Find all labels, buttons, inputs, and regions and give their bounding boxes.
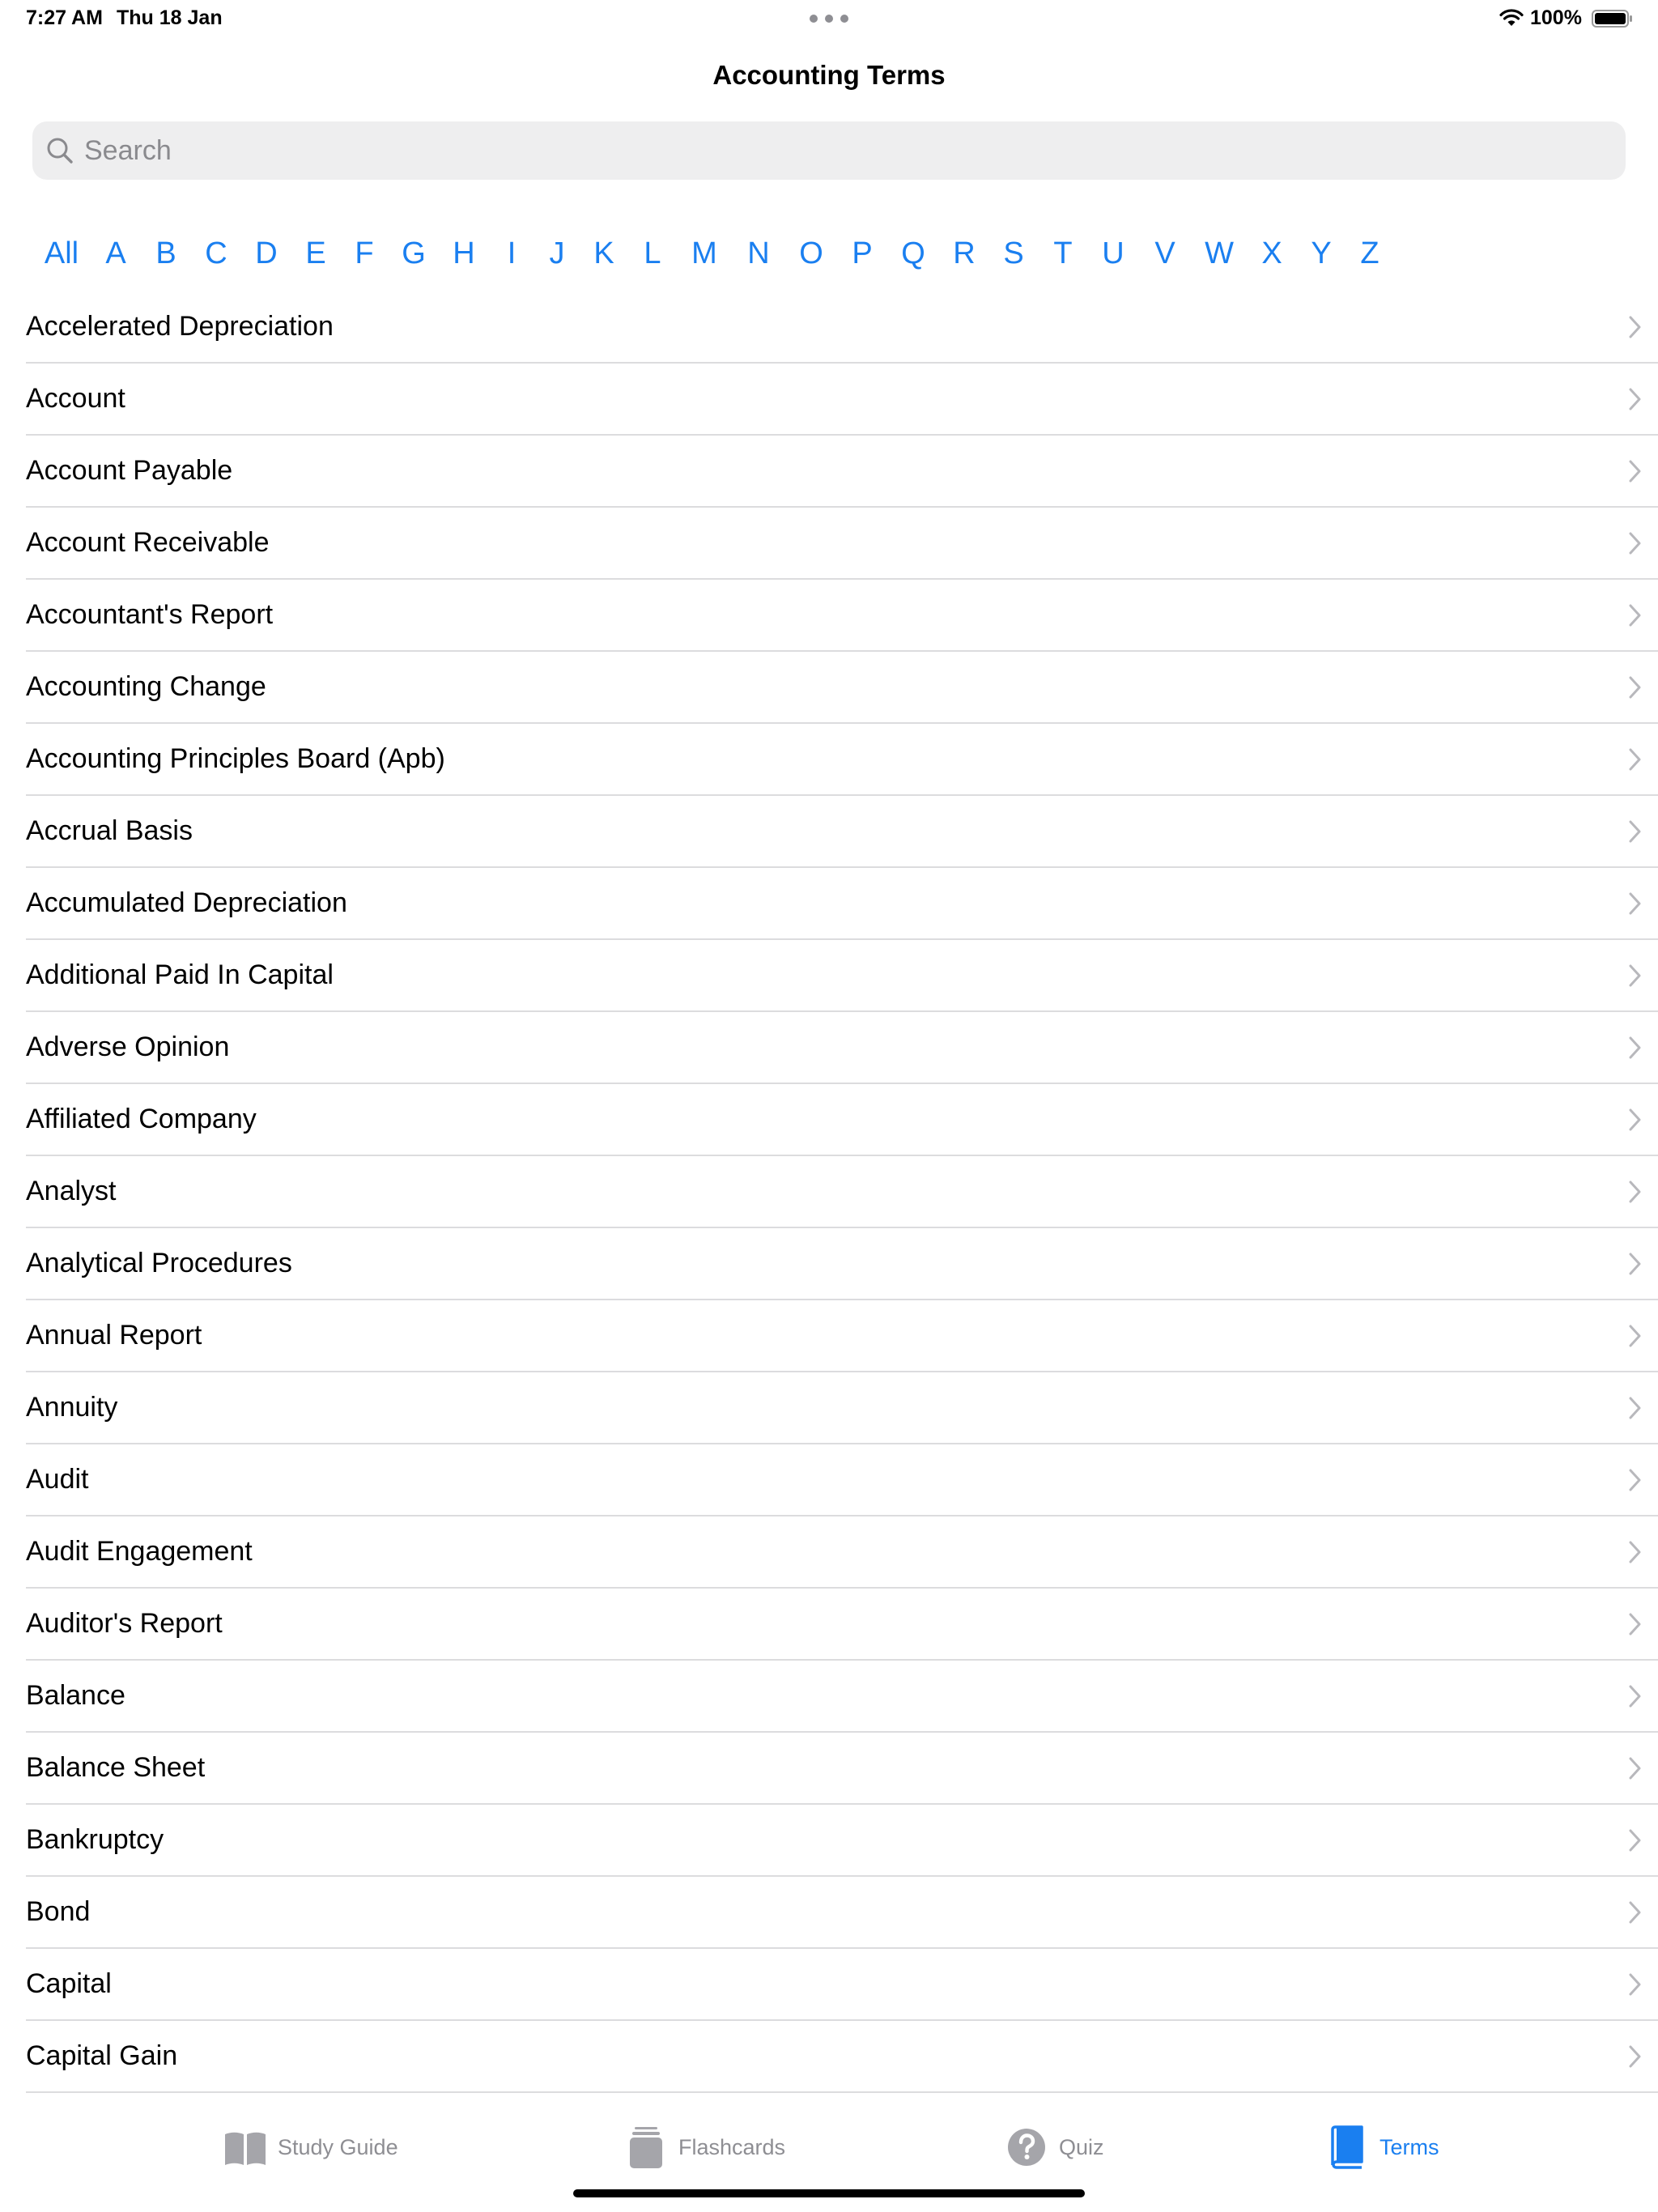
question-circle-icon [1004, 2125, 1049, 2170]
term-row[interactable] [26, 724, 1658, 796]
alphabet-letter[interactable]: U [1102, 236, 1124, 270]
alphabet-letter[interactable]: T [1053, 236, 1073, 270]
term-row[interactable] [26, 1949, 1658, 2021]
tab-label: Quiz [1059, 2134, 1104, 2159]
chevron-right-icon [1629, 1397, 1642, 1419]
term-label: Audit Engagement [26, 1536, 253, 1567]
term-label: Accelerated Depreciation [26, 311, 334, 342]
battery-icon [1592, 10, 1634, 28]
tab-flashcards[interactable] [623, 2123, 785, 2172]
status-bar [0, 0, 1658, 39]
term-label: Account Receivable [26, 527, 270, 558]
alphabet-filter [32, 231, 1394, 276]
term-label: Accounting Change [26, 671, 266, 702]
alphabet-letter[interactable]: G [402, 236, 426, 270]
alphabet-letter[interactable]: Q [901, 236, 925, 270]
alphabet-letter[interactable]: S [1003, 236, 1024, 270]
term-row[interactable] [26, 1733, 1658, 1805]
term-row[interactable] [26, 796, 1658, 868]
chevron-right-icon [1629, 1180, 1642, 1203]
alphabet-letter[interactable]: O [799, 236, 823, 270]
term-row[interactable] [26, 1661, 1658, 1733]
term-label: Additional Paid In Capital [26, 959, 334, 990]
term-row[interactable] [26, 940, 1658, 1012]
term-label: Annual Report [26, 1320, 202, 1351]
term-label: Account Payable [26, 455, 233, 486]
term-label: Accounting Principles Board (Apb) [26, 743, 445, 774]
term-label: Accountant's Report [26, 599, 274, 630]
tab-label: Flashcards [678, 2134, 786, 2159]
chevron-right-icon [1629, 532, 1642, 555]
alphabet-letter[interactable]: J [549, 236, 565, 270]
term-row[interactable] [26, 652, 1658, 724]
term-row[interactable] [26, 580, 1658, 652]
alphabet-letter[interactable]: N [747, 236, 770, 270]
term-row[interactable] [26, 1805, 1658, 1877]
book-closed-icon [1324, 2125, 1370, 2170]
term-row[interactable] [26, 1516, 1658, 1589]
chevron-right-icon [1629, 676, 1642, 699]
tab-study-guide[interactable] [223, 2123, 398, 2172]
alphabet-letter[interactable]: C [205, 236, 227, 270]
chevron-right-icon [1629, 1036, 1642, 1059]
chevron-right-icon [1629, 748, 1642, 771]
chevron-right-icon [1629, 964, 1642, 987]
chevron-right-icon [1629, 1108, 1642, 1131]
term-row[interactable] [26, 1372, 1658, 1444]
alphabet-letter[interactable]: V [1154, 236, 1175, 270]
term-label: Accumulated Depreciation [26, 887, 347, 918]
alphabet-letter[interactable]: F [355, 236, 374, 270]
alphabet-letter[interactable]: D [255, 236, 278, 270]
chevron-right-icon [1629, 1253, 1642, 1275]
alphabet-letter[interactable]: All [44, 236, 79, 270]
alphabet-letter[interactable]: B [155, 236, 176, 270]
term-label: Balance Sheet [26, 1752, 206, 1783]
alphabet-letter[interactable]: M [691, 236, 717, 270]
alphabet-letter[interactable]: Z [1360, 236, 1380, 270]
chevron-right-icon [1629, 1325, 1642, 1347]
chevron-right-icon [1629, 1541, 1642, 1563]
term-label: Audit [26, 1464, 89, 1495]
term-row[interactable] [26, 1300, 1658, 1372]
alphabet-letter[interactable]: X [1261, 236, 1282, 270]
term-label: Bond [26, 1896, 91, 1927]
chevron-right-icon [1629, 460, 1642, 483]
search-icon [45, 136, 74, 165]
chevron-right-icon [1629, 892, 1642, 915]
chevron-right-icon [1629, 1757, 1642, 1780]
home-indicator[interactable] [573, 2189, 1085, 2197]
alphabet-letter[interactable]: A [105, 236, 126, 270]
term-label: Accrual Basis [26, 815, 193, 846]
multitasking-dots-icon[interactable] [810, 15, 848, 24]
alphabet-letter[interactable]: L [644, 236, 661, 270]
chevron-right-icon [1629, 820, 1642, 843]
term-label: Annuity [26, 1392, 118, 1423]
terms-list [26, 291, 1658, 2093]
chevron-right-icon [1629, 1613, 1642, 1636]
search-bar[interactable] [32, 121, 1626, 180]
tab-terms[interactable] [1324, 2123, 1439, 2172]
term-label: Analyst [26, 1176, 117, 1206]
term-label: Analytical Procedures [26, 1248, 292, 1278]
flashcards-icon [623, 2125, 669, 2170]
chevron-right-icon [1629, 2045, 1642, 2068]
status-time: 7:27 AM [26, 6, 103, 29]
alphabet-letter[interactable]: K [593, 236, 614, 270]
term-row[interactable] [26, 508, 1658, 580]
term-row[interactable] [26, 2021, 1658, 2093]
term-label: Capital [26, 1968, 112, 1999]
status-date: Thu 18 Jan [117, 6, 223, 29]
alphabet-letter[interactable]: H [453, 236, 475, 270]
term-row[interactable] [26, 291, 1658, 364]
chevron-right-icon [1629, 1973, 1642, 1996]
chevron-right-icon [1629, 1685, 1642, 1708]
term-row[interactable] [26, 364, 1658, 436]
alphabet-letter[interactable]: E [305, 236, 326, 270]
term-label: Affiliated Company [26, 1104, 257, 1134]
page-title: Accounting Terms [712, 60, 946, 90]
alphabet-letter[interactable]: Y [1311, 236, 1332, 270]
chevron-right-icon [1629, 1829, 1642, 1852]
term-label: Auditor's Report [26, 1608, 223, 1639]
tab-label: Terms [1380, 2134, 1439, 2159]
term-row[interactable] [26, 1589, 1658, 1661]
chevron-right-icon [1629, 388, 1642, 410]
alphabet-letter[interactable]: P [852, 236, 873, 270]
book-icon [223, 2125, 268, 2170]
search-input[interactable] [84, 121, 1606, 180]
chevron-right-icon [1629, 316, 1642, 338]
term-row[interactable] [26, 1084, 1658, 1156]
tab-label: Study Guide [278, 2134, 398, 2159]
term-label: Account [26, 383, 125, 414]
term-label: Adverse Opinion [26, 1032, 230, 1062]
term-row[interactable] [26, 1444, 1658, 1516]
term-row[interactable] [26, 436, 1658, 508]
wifi-icon [1499, 8, 1524, 28]
alphabet-letter[interactable]: W [1205, 236, 1234, 270]
alphabet-letter[interactable]: I [507, 236, 517, 270]
term-row[interactable] [26, 1877, 1658, 1949]
chevron-right-icon [1629, 1469, 1642, 1491]
term-label: Capital Gain [26, 2040, 178, 2071]
term-row[interactable] [26, 1012, 1658, 1084]
battery-percent: 100% [1530, 6, 1582, 29]
term-row[interactable] [26, 1156, 1658, 1228]
term-label: Balance [26, 1680, 125, 1711]
alphabet-letter[interactable]: R [953, 236, 976, 270]
chevron-right-icon [1629, 604, 1642, 627]
term-row[interactable] [26, 1228, 1658, 1300]
chevron-right-icon [1629, 1901, 1642, 1924]
tab-quiz[interactable] [1004, 2123, 1104, 2172]
term-label: Bankruptcy [26, 1824, 164, 1855]
term-row[interactable] [26, 868, 1658, 940]
